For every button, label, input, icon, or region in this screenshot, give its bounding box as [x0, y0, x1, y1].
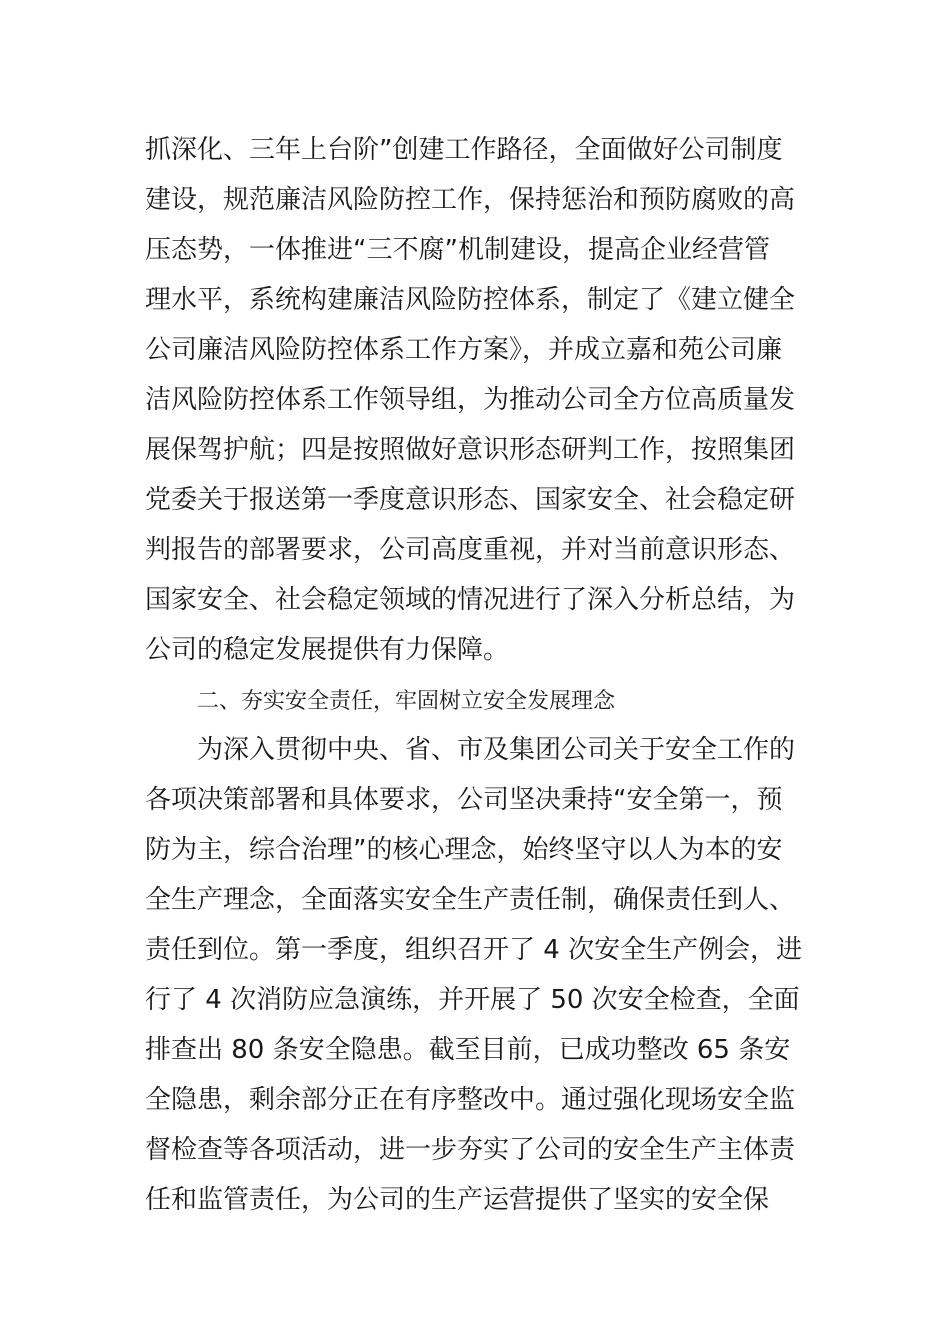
paragraph-line: 建设，规范廉洁风险防控工作，保持惩治和预防腐败的高 [145, 185, 796, 215]
paragraph-line: 行了 4 次消防应急演练，并开展了 50 次安全检查，全面 [145, 985, 800, 1015]
paragraph-line: 党委关于报送第一季度意识形态、国家安全、社会稳定研 [145, 485, 796, 515]
paragraph-line: 任和监管责任，为公司的生产运营提供了坚实的安全保 [145, 1185, 770, 1215]
paragraph-line: 展保驾护航；四是按照做好意识形态研判工作，按照集团 [145, 435, 796, 465]
paragraph-line: 国家安全、社会稳定领域的情况进行了深入分析总结，为 [145, 585, 796, 615]
paragraph-line: 责任到位。第一季度，组织召开了 4 次安全生产例会，进 [145, 935, 803, 965]
paragraph-line: 洁风险防控体系工作领导组，为推动公司全方位高质量发 [145, 385, 796, 415]
paragraph-line: 各项决策部署和具体要求，公司坚决秉持“安全第一，预 [145, 785, 783, 815]
paragraph-line: 为深入贯彻中央、省、市及集团公司关于安全工作的 [197, 735, 796, 765]
paragraph-line: 公司廉洁风险防控体系工作方案》，并成立嘉和苑公司廉 [145, 335, 783, 365]
paragraph-line: 排查出 80 条安全隐患。截至目前，已成功整改 65 条安 [145, 1035, 791, 1065]
paragraph-line: 全生产理念，全面落实安全生产责任制，确保责任到人、 [145, 885, 796, 915]
paragraph-line: 全隐患，剩余部分正在有序整改中。通过强化现场安全监 [145, 1085, 796, 1115]
paragraph-line: 抓深化、三年上台阶”创建工作路径，全面做好公司制度 [145, 135, 783, 165]
paragraph-line: 理水平，系统构建廉洁风险防控体系，制定了《建立健全 [145, 285, 796, 315]
paragraph-line: 压态势，一体推进“三不腐”机制建设，提高企业经营管 [145, 235, 770, 265]
section-heading: 二、夯实安全责任，牢固树立安全发展理念 [197, 689, 616, 714]
paragraph-line: 防为主，综合治理”的核心理念，始终坚守以人为本的安 [145, 835, 783, 865]
paragraph-line: 督检查等各项活动，进一步夯实了公司的安全生产主体责 [145, 1135, 796, 1165]
paragraph-line: 判报告的部署要求，公司高度重视，并对当前意识形态、 [145, 535, 796, 565]
paragraph-line: 公司的稳定发展提供有力保障。 [145, 635, 510, 665]
